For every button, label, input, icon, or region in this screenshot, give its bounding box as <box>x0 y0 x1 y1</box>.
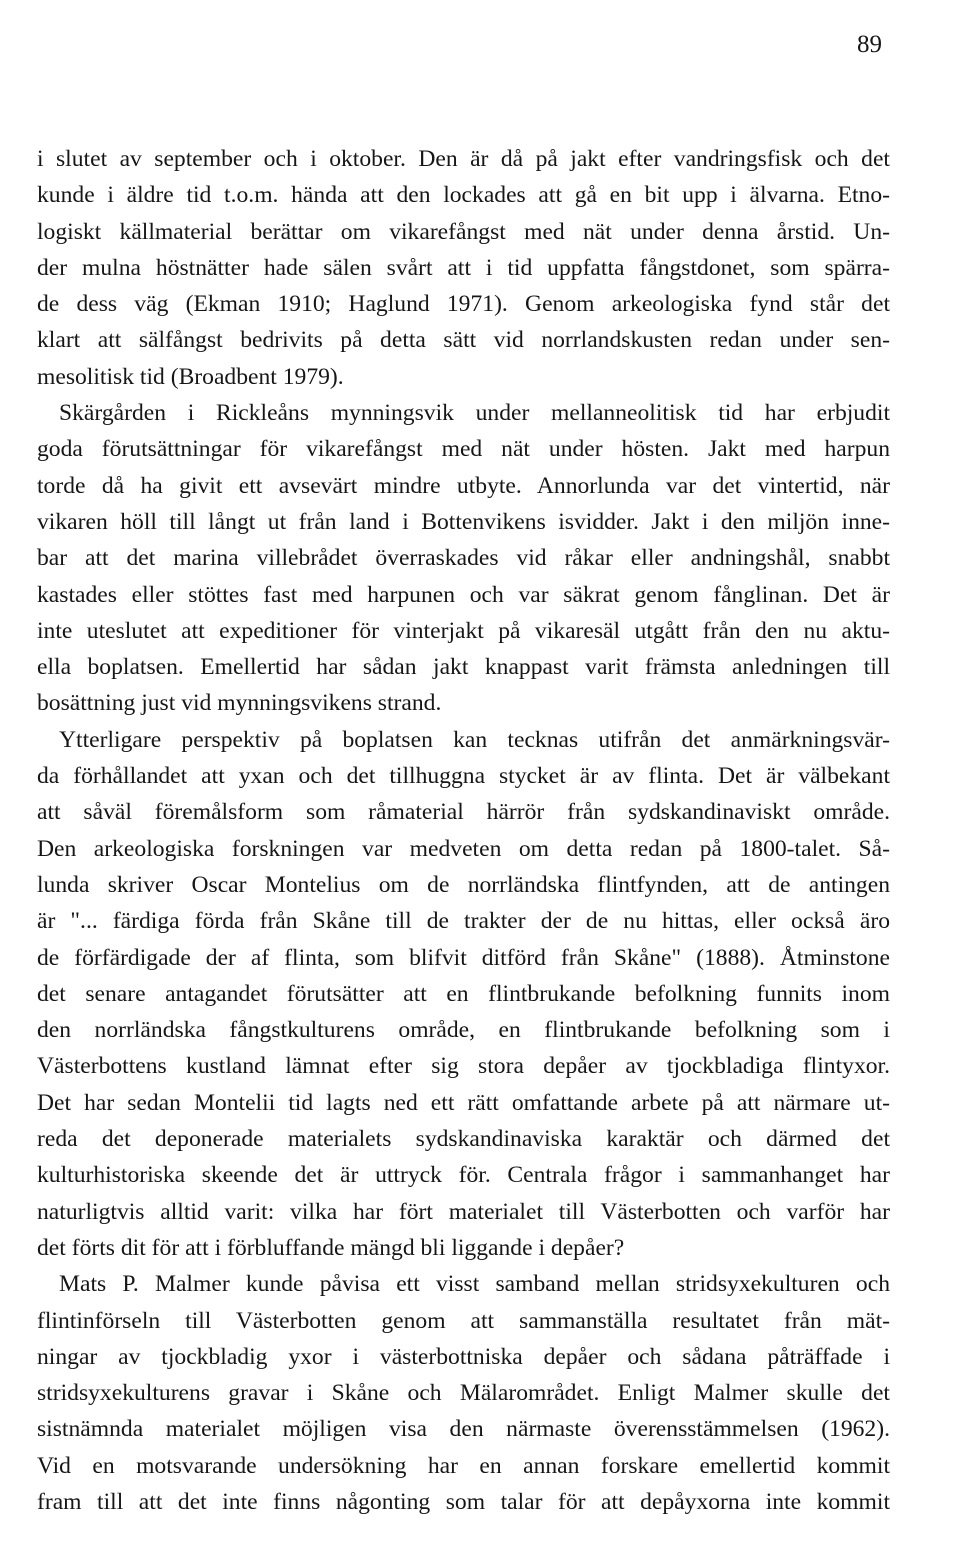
text-line: ningar av tjockbladig yxor i västerbottniska depåer och sådana påträffade i <box>37 1343 890 1370</box>
text-line: der mulna höstnätter hade sälen svårt att i tid uppfatta fångstdonet, som spärra- <box>37 254 890 281</box>
text-line: Det har sedan Montelii tid lagts ned ett rätt omfattande arbete på att närmare ut- <box>37 1089 890 1116</box>
text-line: fram till att det inte finns någonting som talar för att depåyxorna inte kommit <box>37 1488 890 1515</box>
text-line: Skärgården i Rickleåns mynningsvik under mellanneolitisk tid har erbjudit <box>59 400 890 427</box>
text-line: Ytterligare perspektiv på boplatsen kan tecknas utifrån det anmärkningsvär- <box>59 726 890 753</box>
text-line: är "... färdiga förda från Skåne till de trakter der de nu hittas, eller också äro <box>37 908 890 935</box>
text-line: stridsyxekulturens gravar i Skåne och Mälarområdet. Enligt Malmer skulle det <box>37 1380 890 1407</box>
page-number: 89 <box>857 31 882 58</box>
text-line: det förts dit för att i förbluffande mängd bli liggande i depåer? <box>37 1234 625 1261</box>
body-text <box>37 141 890 1520</box>
text-line: naturligtvis alltid varit: vilka har fört materialet till Västerbotten och varför har <box>37 1198 890 1225</box>
text-line: vikaren höll till långt ut från land i Bottenvikens isvidder. Jakt i den miljön inne- <box>37 508 890 535</box>
text-line: klart att sälfångst bedrivits på detta sätt vid norrlandskusten redan under sen- <box>37 327 890 354</box>
text-line: sistnämnda materialet möjligen visa den närmaste överensstämmelsen (1962). <box>37 1416 890 1443</box>
text-line: den norrländska fångstkulturens område, en flintbrukande befolkning som i <box>37 1017 890 1044</box>
text-line: reda det deponerade materialets sydskandinaviska karaktär och därmed det <box>37 1126 890 1153</box>
text-line: flintinförseln till Västerbotten genom att sammanställa resultatet från mät- <box>37 1307 890 1334</box>
text-line: de förfärdigade der af flinta, som blifvit ditförd från Skåne" (1888). Åtminstone <box>37 944 890 971</box>
text-line: de dess väg (Ekman 1910; Haglund 1971). Genom arkeologiska fynd står det <box>37 291 890 318</box>
text-line: goda förutsättningar för vikarefångst med nät under hösten. Jakt med harpun <box>37 436 890 463</box>
text-line: Den arkeologiska forskningen var medveten om detta redan på 1800-talet. Så- <box>37 835 890 862</box>
text-line: torde då ha givit ett avsevärt mindre utbyte. Annorlunda var det vintertid, när <box>37 472 890 499</box>
text-line: kastades eller stöttes fast med harpunen och var säkrat genom fånglinan. Det är <box>37 581 890 608</box>
text-line: logiskt källmaterial berättar om vikarefångst med nät under denna årstid. Un- <box>37 218 890 245</box>
text-line: da förhållandet att yxan och det tillhuggna stycket är av flinta. Det är välbekant <box>37 763 890 790</box>
text-line: det senare antagandet förutsätter att en flintbrukande befolkning funnits inom <box>37 980 890 1007</box>
text-line: bosättning just vid mynningsvikens strand. <box>37 690 442 717</box>
text-line: lunda skriver Oscar Montelius om de norrländska flintfynden, att de antingen <box>37 871 890 898</box>
text-line: Vid en motsvarande undersökning har en annan forskare emellertid kommit <box>37 1452 890 1479</box>
text-line: mesolitisk tid (Broadbent 1979). <box>37 363 344 390</box>
text-line: i slutet av september och i oktober. Den är då på jakt efter vandringsfisk och det <box>37 146 890 172</box>
text-line: kulturhistoriska skeende det är uttryck för. Centrala frågor i sammanhanget har <box>37 1162 890 1189</box>
text-line: Mats P. Malmer kunde påvisa ett visst samband mellan stridsyxekulturen och <box>59 1271 890 1298</box>
text-line: Västerbottens kustland lämnat efter sig stora depåer av tjockbladiga flintyxor. <box>37 1053 890 1080</box>
text-line: bar att det marina villebrådet överraskades vid råkar eller andningshål, snabbt <box>37 545 890 572</box>
text-line: inte uteslutet att expeditioner för vinterjakt på vikaresäl utgått från den nu aktu- <box>37 617 890 644</box>
text-line: kunde i äldre tid t.o.m. hända att den lockades att gå en bit upp i älvarna. Etno- <box>37 182 890 209</box>
text-line: att såväl föremålsform som råmaterial härrör från sydskandinaviskt område. <box>37 799 890 826</box>
text-line: ella boplatsen. Emellertid har sådan jakt knappast varit främsta anledningen till <box>37 654 890 681</box>
